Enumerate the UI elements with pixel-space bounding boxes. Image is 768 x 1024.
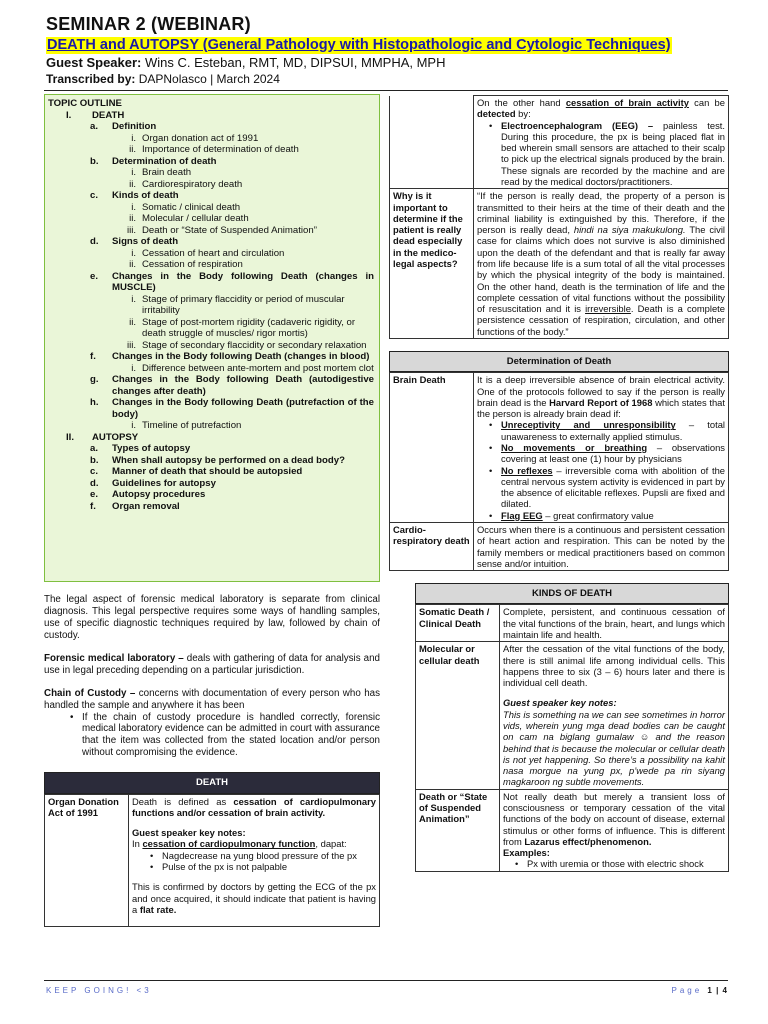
list-item: • If the chain of custody procedure is handled correctly, forensic medical laboratory evidence can be admitted in court with assurance that the item was collected from the stated location and/or person without compromising the evidence. xyxy=(66,712,380,760)
table-row xyxy=(45,794,380,926)
outline-item xyxy=(48,121,374,133)
criterion-term: No movements or breathing xyxy=(501,441,648,453)
outline-item xyxy=(48,110,374,122)
eeg-term: Electroencephalogram (EEG) – xyxy=(501,119,654,131)
outline-item-text: AUTOPSY xyxy=(92,431,139,443)
outline-item xyxy=(48,363,374,375)
kinds-heading: KINDS OF DEATH xyxy=(415,583,729,604)
intro-bold: detected xyxy=(477,108,516,120)
why-text-a: “If the person is really dead, the property of a person is transmitted to their heirs at the time of their death and the criminal liability is extinguished by this. Therefore, if the person is really dead, xyxy=(477,190,725,236)
kinds-table xyxy=(415,604,729,871)
determination-table xyxy=(389,372,729,571)
why-important-key: Why is it important to determine if the patient is really dead especially in the medico-legal aspects? xyxy=(390,189,474,339)
outline-item-text: Brain death xyxy=(142,167,192,178)
organ-donation-act-key: Organ Donation Act of 1991 xyxy=(45,794,129,926)
outline-item-text: Kinds of death xyxy=(112,190,179,201)
outline-item-text: Organ removal xyxy=(112,500,180,512)
brain-death-content xyxy=(474,373,729,523)
suspended-text: Not really death but merely a transient loss of consciousness or temporary cessation of the vital functions of the body on account of disease, external stimulus or other forms of influence. This is different from xyxy=(503,790,725,847)
outline-item-text: Changes in the Body following Death (changes in MUSCLE) xyxy=(112,270,374,293)
brain-death-criteria xyxy=(477,419,725,521)
page-label: Page xyxy=(671,986,703,995)
outline-item xyxy=(48,478,374,490)
outline-item-number: b. xyxy=(90,454,99,466)
outline-item-number: b. xyxy=(90,155,99,167)
table-row xyxy=(416,642,729,789)
outline-item-number: d. xyxy=(90,477,99,489)
eeg-definition: painless test. During this procedure, the px is being placed flat in bed wherein small sensors are attached to their scalp to pick up the electrical signals produced by the brain. These signals are recorded by the machine and are read by the medical doctors/practitioners. xyxy=(501,119,725,187)
determination-section xyxy=(389,351,729,571)
outline-item-text: Cessation of heart and circulation xyxy=(142,247,285,259)
document-title: DEATH and AUTOPSY (General Pathology with Histopathologic and Cytologic Techniques) xyxy=(47,36,671,53)
speaker-name: Wins C. Esteban, RMT, MD, DIPSUI, MMPHA, MPH xyxy=(145,54,446,70)
brain-activity-intro xyxy=(477,97,725,120)
page-value: 1 | 4 xyxy=(707,986,728,995)
outline-item-text: Changes in the Body following Death (putrefaction of the body) xyxy=(112,397,374,420)
outline-item xyxy=(48,259,374,271)
death-section xyxy=(44,772,380,926)
molecular-death-key: Molecular or cellular death xyxy=(416,642,500,789)
examples-label: Examples: xyxy=(503,847,550,859)
brain-death-text xyxy=(477,374,725,419)
outline-item-number: f. xyxy=(90,351,96,362)
outline-item-number: i. xyxy=(131,132,136,144)
table-row xyxy=(390,189,729,339)
outline-item-text: Stage of secondary flaccidity or secondary relaxation xyxy=(142,339,367,351)
outline-item-number: ii. xyxy=(129,316,136,328)
intro-end: by: xyxy=(515,108,531,120)
outline-item xyxy=(48,271,374,294)
outline-item-number: iii. xyxy=(126,224,136,236)
outline-item xyxy=(48,236,374,248)
suspended-animation-content xyxy=(500,789,729,871)
criterion-term: No reflexes xyxy=(501,464,553,476)
guest-speaker-notes-label: Guest speaker key notes: xyxy=(132,827,246,839)
outline-item xyxy=(48,156,374,168)
outline-item-text: Molecular / cellular death xyxy=(142,213,249,224)
outline-item-text: Definition xyxy=(112,121,157,132)
forensic-lab-term: Forensic medical laboratory – xyxy=(44,652,184,664)
examples-list xyxy=(503,858,725,869)
transcriber-line xyxy=(46,72,736,86)
outline-item-number: e. xyxy=(90,489,99,500)
outline-list xyxy=(48,110,374,513)
outline-item-text: Somatic / clinical death xyxy=(142,201,241,213)
outline-item-text: Cardiorespiratory death xyxy=(142,178,243,190)
note-lead: In xyxy=(132,838,143,850)
ecg-note xyxy=(132,881,376,915)
outline-item-number: a. xyxy=(90,121,99,132)
outline-item-text: Manner of death that should be autopsied xyxy=(112,466,303,477)
outline-item-number: d. xyxy=(90,236,99,247)
brain-text-c: which states that the person is already brain dead if: xyxy=(477,396,725,420)
outline-item-text: Autopsy procedures xyxy=(112,489,206,500)
outline-title: TOPIC OUTLINE xyxy=(48,98,122,109)
outline-item-text: Changes in the Body following Death (changes in blood) xyxy=(112,351,370,362)
suspended-animation-key: Death or “State of Suspended Animation” xyxy=(416,789,500,871)
criterion-term: Unreceptivity and unresponsibility xyxy=(501,419,676,431)
list-item xyxy=(485,510,725,521)
organ-donation-act-content xyxy=(129,794,380,926)
cardio-death-key: Cardio-respiratory death xyxy=(390,522,474,570)
outline-item xyxy=(48,340,374,352)
page-number xyxy=(671,986,728,996)
chain-of-custody-text: concerns with documentation of every person who has handled the sample and anywhere it has been xyxy=(44,687,380,711)
outline-item-number: e. xyxy=(90,270,99,282)
outline-item-number: g. xyxy=(90,374,99,385)
why-underlined: irreversible xyxy=(585,303,631,315)
outline-item-number: f. xyxy=(90,500,96,512)
why-important-content xyxy=(474,189,729,339)
why-text-b: The civil case for claims which does not survive is also diminished upon the death of the defendant and that is really far away from life because life is a sum total of all the vital processes by which the physical integrity of the body is maintained. On the other hand, death is the termination of life and the complete cessation of vital functions without the possibility of resuscitation and it is xyxy=(477,224,725,315)
criterion-term: Flag EEG xyxy=(501,509,543,521)
outline-item xyxy=(48,317,374,340)
outline-item-number: ii. xyxy=(129,144,136,155)
list-item: • Px with uremia or those with electric shock xyxy=(511,858,725,869)
outline-item-text: Stage of primary flaccidity or period of muscular irritability xyxy=(142,293,345,316)
intro-underlined: cessation of brain activity xyxy=(565,97,689,108)
molecular-definition: After the cessation of the vital functions of the body, there is still animal life among individual cells. This happens three to six (3 – 6) hours later and there is individual cell death. xyxy=(503,643,725,689)
outline-item xyxy=(48,489,374,501)
note-end: , dapat: xyxy=(315,838,347,850)
molecular-death-content xyxy=(500,642,729,789)
criterion-definition: – observations covering at least one (1) hour by physicians xyxy=(501,441,725,465)
harvard-report: Harvard Report of 1968 xyxy=(549,396,653,408)
seminar-title: SEMINAR 2 (WEBINAR) xyxy=(46,14,251,34)
outline-item-number: c. xyxy=(90,190,99,201)
topic-outline xyxy=(44,94,380,582)
outline-item-text: DEATH xyxy=(92,109,125,121)
outline-item-text: Determination of death xyxy=(112,155,217,167)
document-header xyxy=(46,14,736,86)
cardiopulmonary-bullets xyxy=(132,850,376,873)
table-row xyxy=(390,96,729,189)
outline-item-text: Types of autopsy xyxy=(112,443,191,454)
suspended-definition xyxy=(503,791,725,847)
outline-item xyxy=(48,455,374,467)
intro-mid: can be xyxy=(688,97,725,108)
criterion-definition: – great confirmatory value xyxy=(542,509,654,521)
transcriber-label: Transcribed by: xyxy=(46,71,136,86)
outline-item-text: Importance of determination of death xyxy=(142,144,299,155)
list-item: • Nagdecrease na yung blood pressure of the px xyxy=(146,850,376,861)
outline-item-number: i. xyxy=(131,420,136,431)
lazarus-effect: Lazarus effect/phenomenon. xyxy=(524,835,652,847)
outline-item xyxy=(48,133,374,145)
molecular-note: This is something na we can see sometimes in horror vids, wherein yung mga dead bodies can be caught on cam na biglang gumalaw ☺ and the reason behind that is because the molecular or cellular death is not yet happening. So there’s a possibility na kahit nasa morgue na yung px, p’wede pa rin siyang magkaroon ng subtle movements. xyxy=(503,708,726,788)
outline-item-number: ii. xyxy=(129,259,136,270)
criterion-definition: – irreversible coma with abolition of the central nervous system activity is evidenced in part by the absence of elicitable reflexes. Pupsli are fixed and dilated. xyxy=(501,464,726,510)
eeg-bullets xyxy=(477,120,725,188)
outline-item-text: Stage of post-mortem rigidity (cadaveric rigidity, or death struggle of muscles/ rigor mortis) xyxy=(142,316,356,339)
outline-item xyxy=(48,420,374,432)
determination-heading: Determination of Death xyxy=(389,351,729,372)
outline-item xyxy=(48,443,374,455)
list-item xyxy=(485,120,725,188)
outline-item-number: i. xyxy=(131,293,136,305)
list-item xyxy=(485,442,725,465)
list-item xyxy=(485,465,725,510)
outline-item-number: iii. xyxy=(126,339,136,351)
table-row xyxy=(416,789,729,871)
outline-item xyxy=(48,248,374,260)
transcriber-name: DAPNolasco | March 2024 xyxy=(138,71,280,86)
outline-item-number: i. xyxy=(131,201,136,213)
outline-item xyxy=(48,501,374,513)
outline-item-text: Death or “State of Suspended Animation” xyxy=(142,224,317,236)
brain-text-a: It is a deep irreversible absence of brain electrical activity. One of the protocols followed to say if the person is really brain dead is the xyxy=(477,374,725,408)
chain-of-custody-term: Chain of Custody – xyxy=(44,687,136,699)
speaker-label: Guest Speaker: xyxy=(46,54,142,70)
intro-lead: On the other hand xyxy=(477,97,566,108)
why-italic: hindi na siya makukulong. xyxy=(573,224,686,236)
outline-item-text: Organ donation act of 1991 xyxy=(142,132,259,144)
kinds-section xyxy=(415,583,729,872)
outline-item xyxy=(48,167,374,179)
outline-item xyxy=(48,351,374,363)
chain-of-custody-definition xyxy=(44,688,380,712)
forensic-lab-definition xyxy=(44,653,380,677)
criterion-definition: – total unawareness to externally applied stimulus. xyxy=(501,419,725,442)
death-table xyxy=(44,794,380,927)
outline-item xyxy=(48,202,374,214)
outline-item-number: i. xyxy=(131,362,136,374)
death-definition xyxy=(132,796,376,819)
outline-item xyxy=(48,190,374,202)
outline-item-text: Difference between ante-mortem and post mortem clot xyxy=(142,362,374,374)
outline-item-number: a. xyxy=(90,443,99,454)
outline-item xyxy=(48,374,374,397)
outline-item xyxy=(48,397,374,420)
outline-item-number: h. xyxy=(90,397,99,408)
outline-item-text: Timeline of putrefaction xyxy=(142,420,242,431)
outline-item-text: When shall autopsy be performed on a dead body? xyxy=(112,454,345,466)
outline-item xyxy=(48,466,374,478)
header-rule xyxy=(44,90,728,91)
outline-item xyxy=(48,144,374,156)
chain-of-custody-bullets xyxy=(44,712,380,760)
somatic-death-content: Complete, persistent, and continuous cessation of the vital functions of the brain, heart, and lungs which maintain life and health. xyxy=(500,605,729,642)
note-underlined: cessation of cardiopulmonary function xyxy=(142,838,316,850)
speaker-line xyxy=(46,55,736,71)
cardiopulmonary-note xyxy=(132,838,376,849)
list-item xyxy=(485,419,725,442)
list-item: • Pulse of the px is not palpable xyxy=(146,861,376,872)
outline-item-number: ii. xyxy=(129,178,136,190)
outline-item-text: Signs of death xyxy=(112,236,179,247)
left-column xyxy=(44,94,380,927)
empty-key-cell xyxy=(390,96,474,189)
molecular-notes-label: Guest speaker key notes: xyxy=(503,697,617,709)
definition-bold: cessation of cardiopulmonary functions and/or cessation of brain activity. xyxy=(132,795,376,818)
brain-activity-cell xyxy=(474,96,729,189)
footer-motto: KEEP GOING! <3 xyxy=(46,986,152,995)
definition-lead: Death is defined as xyxy=(132,795,234,807)
footer-rule xyxy=(44,980,728,981)
outline-item xyxy=(48,213,374,225)
outline-item-text: Cessation of respiration xyxy=(142,259,243,270)
ecg-bold: flat rate. xyxy=(139,903,177,915)
outline-item-text: Changes in the Body following Death (autodigestive changes after death) xyxy=(112,374,374,397)
outline-item xyxy=(48,294,374,317)
brain-death-key: Brain Death xyxy=(390,373,474,523)
outline-item-number: i. xyxy=(131,247,136,259)
continuation-table xyxy=(389,95,729,339)
outline-item-number: II. xyxy=(66,431,74,443)
outline-item xyxy=(48,432,374,444)
outline-item-number: I. xyxy=(66,109,72,121)
somatic-death-key: Somatic Death / Clinical Death xyxy=(416,605,500,642)
outline-item xyxy=(48,179,374,191)
table-row xyxy=(390,522,729,570)
right-column xyxy=(389,95,729,872)
cardio-death-content: Occurs when there is a continuous and persistent cessation of heart action and respiration. This can be noted by the family members or medical practitioners based on common sense and/or intuition. xyxy=(474,522,729,570)
outline-item-number: i. xyxy=(131,167,136,178)
outline-item-number: ii. xyxy=(129,213,136,224)
outline-item xyxy=(48,225,374,237)
table-row xyxy=(390,373,729,523)
death-section-heading: DEATH xyxy=(44,772,380,793)
forensic-lab-text: deals with gathering of data for analysis and use in legal preceding depending on a particular jurisdiction. xyxy=(44,652,380,676)
intro-paragraph: The legal aspect of forensic medical laboratory is separate from clinical diagnosis. This legal perspective requires some ways of handling samples, use of specific diagnostic techniques required by law, followed by chain of custody. xyxy=(44,594,380,641)
table-row xyxy=(416,605,729,642)
why-text-c: . Death is a complete persistence cessation of respiration, circulation, and other functions of the body.” xyxy=(477,303,725,337)
ecg-text: This is confirmed by doctors by getting the ECG of the px and once acquired, it should indicate that patient is having a xyxy=(132,881,376,915)
outline-item-number: c. xyxy=(90,466,99,477)
outline-item-text: Guidelines for autopsy xyxy=(112,477,216,489)
